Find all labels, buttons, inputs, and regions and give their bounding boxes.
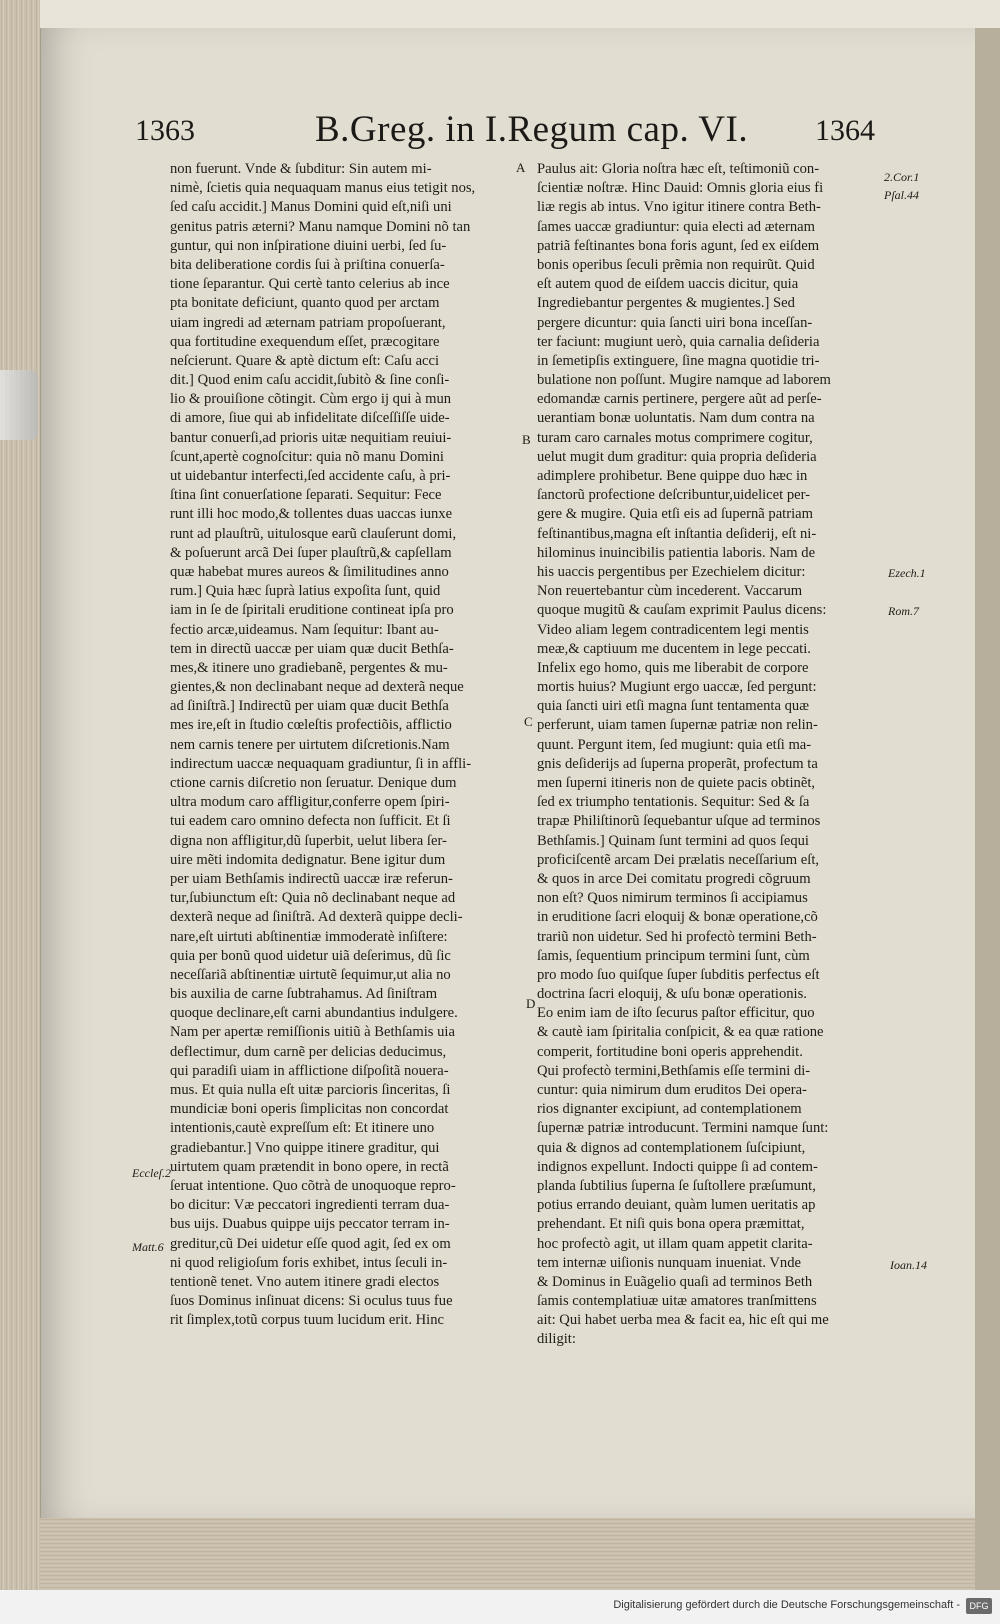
text-line: quæ habebat mures aureos & ſimilitudines anno xyxy=(170,563,449,580)
text-line: fectio arcæ,uideamus. Nam ſequitur: Ibant au- xyxy=(170,621,439,638)
text-line: tur,ſubiunctum eſt: Quia nõ declinabant neque ad xyxy=(170,890,456,907)
text-line: doctrina ſacri eloquij, & uſu bonæ operationis. xyxy=(537,986,807,1003)
dfg-logo-icon: DFG xyxy=(966,1598,992,1614)
text-line: patriã feſtinantes bona foris agunt, ſed ex eiſdem xyxy=(537,237,820,254)
text-line: Non reuertebantur cùm incederent. Vaccarum xyxy=(537,583,803,600)
page-header xyxy=(135,108,875,158)
text-line: ſamis, ſequentium principum termini ſunt, cùm xyxy=(537,947,810,964)
text-line: indirectum uaccæ nequaquam gradiuntur, ſi in affli- xyxy=(170,755,472,772)
text-line: Bethſamis.] Quinam ſunt termini ad quos ſequi xyxy=(537,832,809,849)
text-line: pergere dicuntur: quia ſancti uiri bona inceſſan- xyxy=(537,314,813,331)
text-line: deflectimur, dum carnẽ per delicias deducimus, xyxy=(170,1043,447,1060)
page-clip xyxy=(0,370,38,440)
text-line: ut uidebantur interfecti,ſed accidente caſu, à pri- xyxy=(170,468,451,484)
text-line: Qui profectò termini,Bethſamis eſſe termini di- xyxy=(537,1062,811,1079)
text-line: gnis deſiderijs ad ſuperna properãt, profectum ta xyxy=(537,755,818,772)
page-number-right: 1364 xyxy=(815,114,875,147)
text-line: tem in directũ uaccæ per uiam quæ ducit Bethſa- xyxy=(170,640,454,657)
text-line: trariũ non uidetur. Sed hi profectò termini Beth- xyxy=(537,928,817,945)
text-line: prehendant. Et niſi quis bona opera præmittat, xyxy=(537,1216,805,1233)
text-line: non fuerunt. Vnde & ſubditur: Sin autem mi- xyxy=(170,161,432,177)
text-line: perferunt, uiam tamen ſupernæ patriæ non relin- xyxy=(537,717,818,734)
text-line: Paulus ait: Gloria noſtra hæc eſt, teſtimoniũ con- xyxy=(537,161,820,177)
text-line: neſcierunt. Quare & aptè dictum eſt: Caſu acci xyxy=(170,352,440,369)
footer-credit: Digitalisierung gefördert durch die Deutsche Forschungsgemeinschaft - xyxy=(613,1599,960,1611)
text-line: Nam per apertæ remiſſionis uitiũ à Bethſamis uia xyxy=(170,1024,455,1041)
text-line: tione ſeparantur. Qui certè tanto celerius ab ince xyxy=(170,276,450,293)
text-line: guntur, qui non inſpiratione diuini uerbi, ſed ſu- xyxy=(170,237,447,254)
text-line: iam in ſe de ſpiritali eruditione contineat ipſa pro xyxy=(170,602,454,619)
text-line: ſed ex triumpho tentationis. Sequitur: Sed & ſa xyxy=(537,794,810,811)
text-line: liæ regis ab intus. Vno igitur itinere contra Beth- xyxy=(537,199,821,216)
margin-note-ioan: Ioan.14 xyxy=(890,1258,927,1272)
text-line: quia ſancti uiri etſi magna ſunt tentamenta quæ xyxy=(537,698,809,715)
margin-note-rom: Rom.7 xyxy=(888,604,919,618)
text-line: indignos expellunt. Indocti quippe ſi ad contem- xyxy=(537,1158,818,1175)
text-line: cuntur: quia nimirum dum eruditos Dei opera- xyxy=(537,1082,807,1098)
text-line: bantur conuerſi,ad prioris uitæ nequitiam reuiui- xyxy=(170,429,452,446)
text-line: bis auxilia de carne ſubtrahamus. Ad ſiniſtram xyxy=(170,986,438,1003)
text-line: quoque declinare,eſt carni abundantius indulgere. xyxy=(170,1005,458,1022)
text-line: rit ſimplex,totũ corpus tuum lucidum erit. Hinc xyxy=(170,1312,444,1329)
text-line: per uiam Bethſamis indirectũ uaccæ iræ referun- xyxy=(170,870,453,887)
page-stack-bottom-edge xyxy=(40,1518,975,1590)
text-line: & Dominus in Euãgelio quaſi ad terminos Beth xyxy=(537,1273,813,1290)
text-line: rum.] Quia hæc ſuprà latius expoſita ſunt, quid xyxy=(170,583,441,600)
text-line: quia & dignos ad contemplationem ſuſcipiunt, xyxy=(537,1139,806,1156)
margin-note-matt: Matt.6 xyxy=(132,1240,164,1254)
text-line: qui paradiſi uiam in afflictione diſpoſitã nouera- xyxy=(170,1062,449,1079)
text-line: gientes,& non declinabant neque ad dexterã neque xyxy=(170,679,464,696)
section-letter-a: A xyxy=(516,160,526,175)
page-stack-left-edge xyxy=(0,0,40,1590)
text-line: hoc profectò agit, ut illam quam appetit clarita- xyxy=(537,1235,813,1252)
text-line: diligit: xyxy=(537,1331,576,1348)
text-line: bulatione non poſſunt. Mugire namque ad laborem xyxy=(537,372,831,389)
text-line: potius errando deuiant, quàm lumen ueritatis ap xyxy=(537,1197,816,1214)
text-line: eſt autem quod de eiſdem uaccis dicitur, quia xyxy=(537,276,799,293)
text-line: mortis huius? Mugiunt ergo uaccæ, ſed pergunt: xyxy=(537,679,817,696)
text-line: tui eadem caro omnino defecta non ſufficit. Et ſi xyxy=(170,813,451,830)
text-line: di amore, ſiue qui ab infidelitate diſceſſiſſe uide- xyxy=(170,410,450,427)
text-line: & cautè iam ſpiritalia conſpicit, & ea quæ ratione xyxy=(537,1024,824,1041)
text-line: men ſuperni itineris non de quiete pacis obtinẽt, xyxy=(537,775,816,791)
margin-note-eccles: Eccleſ.2 xyxy=(132,1166,171,1180)
text-line: & poſuerunt arcã Dei ſuper plauſtrũ,& capſellam xyxy=(170,544,452,561)
text-line: in eruditione ſacri eloquij & bonæ operatione,cõ xyxy=(537,909,818,926)
margin-note-psal: Pſal.44 xyxy=(884,188,919,202)
margin-note-cor: 2.Cor.1 xyxy=(884,170,920,184)
page-stack-right-edge xyxy=(975,28,1000,1590)
text-line: ſed caſu accidit.] Manus Domini quid eſt,niſi uni xyxy=(170,199,452,216)
text-line: ſcientiæ noſtræ. Hinc Dauid: Omnis gloria eius fi xyxy=(537,180,824,197)
text-line: comperit, fortitudine boni operis apprehendit. xyxy=(537,1043,803,1060)
text-line: non eſt? Quos nimirum terminos ſi accipiamus xyxy=(537,890,808,907)
text-line: Eo enim iam de iſto ſecurus paſtor efficitur, quo xyxy=(537,1005,815,1022)
text-line: quunt. Pergunt item, ſed mugiunt: quia etſi ma- xyxy=(537,736,812,753)
text-line: mes ire,eſt in ſtudio cœleſtis profectiõis, afflictio xyxy=(170,717,452,734)
text-line: pta bonitate deficiunt, quanto quod per arctam xyxy=(170,295,440,312)
text-line: gradiebantur.] Vno quippe itinere graditur, qui xyxy=(170,1139,440,1156)
text-line: ſuos Dominus inſinuat dicens: Si oculus tuus fue xyxy=(170,1293,453,1310)
text-line: runt ad plauſtrũ, uitulosque earũ clauſerunt domi, xyxy=(170,525,457,542)
text-line: mundiciæ boni operis ſimplicitas non concordat xyxy=(170,1101,449,1118)
text-line: bonis operibus ſeculi prẽmia non requirũt. Quid xyxy=(537,256,815,273)
text-line: quia per bonũ quod uidetur uiã deſerimus, dũ ſic xyxy=(170,947,451,964)
text-line: Infelix ego homo, quis me liberabit de corpore xyxy=(537,659,809,676)
digitization-footer xyxy=(0,1590,1000,1624)
section-letter-d: D xyxy=(526,996,536,1011)
text-line: bo dicitur: Væ peccatori ingredienti terram dua- xyxy=(170,1197,450,1214)
text-line: tem internæ uiſionis nunquam inueniat. Vnde xyxy=(537,1254,802,1271)
text-line: dexterã neque ad ſiniſtrã. Ad dexterã quippe decli- xyxy=(170,909,463,926)
text-line: bus uijs. Duabus quippe uijs peccator terram in- xyxy=(170,1216,450,1233)
text-line: ſamis contemplatiuæ uitæ amatores tranſmittens xyxy=(537,1293,817,1310)
running-title: B.Greg. in I.Regum cap. VI. xyxy=(315,109,749,150)
text-line: neceſſariã abſtinentiæ uirtutẽ ſequimur,ut alia no xyxy=(170,966,451,983)
text-line: quoque mugitũ & cauſam exprimit Paulus dicens: xyxy=(537,602,827,619)
text-line: Video aliam legem contradicentem legi mentis xyxy=(537,621,809,638)
text-line: & quos in arce Dei comitatu progredi cõgruum xyxy=(537,870,811,887)
text-line: dit.] Quod enim caſu accidit,ſubitò & ſine conſi- xyxy=(170,372,450,389)
text-line: ſtina ſint conuerſatione ſeparati. Sequitur: Fece xyxy=(170,487,442,504)
text-line: in ſemetipſis extinguere, ſine magna quotidie tri- xyxy=(537,352,820,369)
text-line: ſames uaccæ gradiuntur: quia electi ad æternam xyxy=(537,218,815,235)
left-text-column xyxy=(170,160,520,1330)
margin-note-ezech: Ezech.1 xyxy=(888,566,926,580)
text-line: mus. Et quia nulla eſt uitæ parcioris ſinceritas, ſi xyxy=(170,1082,451,1098)
text-line: bita deliberatione cordis ſui à priſtina conuerſa- xyxy=(170,256,445,273)
text-line: nimè, ſcietis quia nequaquam manus eius tetigit nos, xyxy=(170,180,476,197)
text-line: qua fortitudine exequendum eſſet, præcogitare xyxy=(170,333,440,350)
text-line: uire mẽti indomita dedignatur. Bene igitur dum xyxy=(170,851,446,868)
text-line: uerantiam bonæ uoluntatis. Nam dum contra na xyxy=(537,410,815,427)
text-line: ctione carnis diſcretio non ſeruatur. Denique dum xyxy=(170,775,457,791)
text-line: runt illi hoc modo,& tollentes duas uaccas iunxe xyxy=(170,506,453,523)
text-line: gere & mugire. Quia etſi eis ad ſupernã patriam xyxy=(537,506,813,523)
text-line: turam caro carnales motus comprimere cogitur, xyxy=(537,429,813,446)
text-line: tentionẽ tenet. Vno autem itinere gradi electos xyxy=(170,1273,440,1290)
text-line: nem carnis tenere per uirtutem diſcretionis.Nam xyxy=(170,736,450,753)
text-line: hilominus inuincibilis patientia laboris. Nam de xyxy=(537,544,816,561)
text-line: ter faciunt: mugiunt uerò, quia carnalia deſideria xyxy=(537,333,820,350)
text-line: genitus patris æterni? Manu namque Domini nõ tan xyxy=(170,218,471,235)
text-line: Ingrediebantur pergentes & mugientes.] Sed xyxy=(537,295,795,312)
text-line: adimplere prohibetur. Bene quippe duo hæc in xyxy=(537,468,808,484)
text-line: proficiſcentẽ arcam Dei prælatis neceſſarium eſt, xyxy=(537,851,820,868)
text-line: ſeruat intentione. Quo cõtrà de unoquoque repro- xyxy=(170,1177,456,1194)
text-line: meæ,& captiuum me ducentem in lege peccati. xyxy=(537,640,811,657)
text-line: uiam ingredi ad æternam patriam propoſuerant, xyxy=(170,314,446,331)
text-line: rios dignanter excipiunt, ad contemplationem xyxy=(537,1101,802,1118)
text-line: nare,eſt uirtuti abſtinentiæ immoderatè inſiſtere: xyxy=(170,928,448,945)
text-line: ſanctorũ profectione deſcribuntur,uidelicet per- xyxy=(537,487,811,504)
text-line: feſtinantibus,magna eſt inſtantia deſiderij, eſt ni- xyxy=(537,525,817,542)
section-letter-c: C xyxy=(524,714,533,729)
text-line: ſupernæ patriæ introducunt. Termini namque ſunt: xyxy=(537,1120,829,1137)
text-line: greditur,cũ Dei uidetur eſſe quod agit, ſed ex om xyxy=(170,1235,451,1252)
text-line: ni quod religioſum foris exhibet, intus ſeculi in- xyxy=(170,1254,448,1271)
text-line: uirtutem quam prætendit in bono opere, in rectã xyxy=(170,1158,449,1175)
text-line: ad ſiniſtrã.] Indirectũ per uiam quæ ducit Bethſa xyxy=(170,698,449,715)
text-line: edomandæ carnis pertinere, pergere aũt ad perſe- xyxy=(537,391,822,408)
text-line: digna non affligitur,dũ ſuperbit, uelut libera ſer- xyxy=(170,832,447,849)
text-line: mes,& itinere uno gradiebanẽ, pergentes & mu- xyxy=(170,659,448,676)
text-line: intentionis,cautè expreſſum eſt: Et itinere uno xyxy=(170,1120,435,1137)
text-line: ſcunt,apertè cognoſcitur: quia nõ manu Domini xyxy=(170,448,444,465)
text-line: uelut mugit dum graditur: quia propria deſideria xyxy=(537,448,817,465)
text-line: lio & prouiſione cõtingit. Cùm ergo ij qui à mun xyxy=(170,391,452,408)
text-line: ultra modum caro affligitur,conferre opem ſpiri- xyxy=(170,794,450,811)
text-line: his uaccis pergentibus per Ezechielem dicitur: xyxy=(537,563,806,580)
text-line: trapæ Philiſtinorũ ſequebantur uſque ad terminos xyxy=(537,813,821,830)
section-letter-b: B xyxy=(522,432,531,447)
page-number-left: 1363 xyxy=(135,114,195,147)
text-line: planda ſubtilius ſuperna ſe ſuſtollere præſumunt, xyxy=(537,1177,816,1194)
text-line: ait: Qui habet uerba mea & facit ea, hic eſt qui me xyxy=(537,1312,829,1329)
text-line: pro modo ſuo quiſque ſuper ſubditis perfectus eſt xyxy=(537,966,820,983)
right-text-column xyxy=(537,160,879,1350)
